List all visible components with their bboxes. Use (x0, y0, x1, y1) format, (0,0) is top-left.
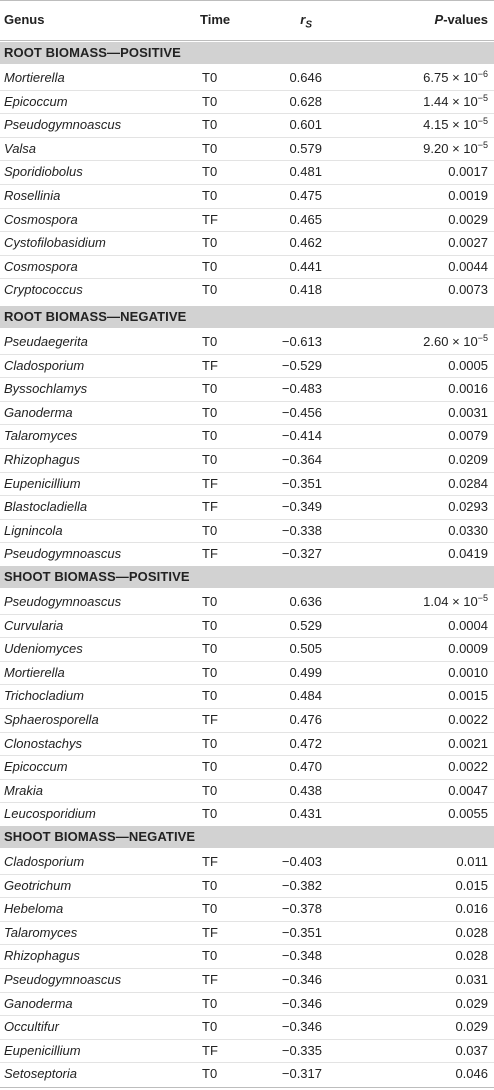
table-row (0, 732, 494, 755)
header-time: Time (200, 12, 231, 27)
cell-p-value (455, 897, 488, 920)
cell-p-value (448, 519, 488, 542)
p-value-exponent: −5 (477, 116, 488, 127)
cell-genus: Eupenicillium (4, 1042, 81, 1058)
table-row (0, 708, 494, 731)
cell-rs: −0.327 (281, 546, 322, 562)
p-value-mantissa: 0.0293 (448, 499, 488, 515)
cell-p-value (448, 401, 488, 424)
table-row (0, 113, 494, 136)
cell-rs: 0.601 (289, 117, 322, 133)
cell-rs: −0.349 (281, 499, 322, 515)
cell-time: T0 (202, 93, 218, 109)
table-row (0, 330, 494, 353)
p-value-mantissa: 0.037 (455, 1042, 488, 1058)
table-row (0, 921, 494, 944)
cell-p-value (455, 921, 488, 944)
table-row (0, 90, 494, 113)
cell-rs: 0.465 (289, 211, 322, 227)
p-value-mantissa: 0.0047 (448, 782, 488, 798)
p-value-exponent: −5 (477, 333, 488, 343)
cell-rs: 0.472 (289, 735, 322, 751)
cell-genus: Rhizophagus (4, 948, 80, 964)
table-row (0, 401, 494, 424)
table-row (0, 472, 494, 495)
p-value-exponent: −5 (477, 92, 488, 103)
table-row (0, 519, 494, 542)
table-row (0, 160, 494, 183)
p-value-exponent: −6 (477, 69, 488, 79)
cell-rs: −0.351 (281, 924, 322, 940)
cell-rs: −0.456 (281, 404, 322, 420)
cell-p-value (448, 208, 488, 231)
p-value-mantissa: 0.0419 (448, 546, 488, 562)
cell-time: TF (202, 475, 218, 491)
cell-time: T0 (202, 1066, 218, 1082)
table-row (0, 1039, 494, 1062)
cell-p-value (448, 708, 488, 731)
cell-genus: Valsa (4, 140, 37, 156)
cell-p-value (448, 802, 488, 825)
cell-genus: Cladosporium (4, 854, 85, 869)
cell-genus: Cystofilobasidium (4, 235, 106, 251)
cell-time: T0 (202, 617, 218, 633)
cell-genus: Geotrichum (4, 877, 72, 893)
p-value-mantissa: 0.0073 (448, 282, 488, 298)
p-value-mantissa: 0.0005 (448, 357, 488, 373)
header-rs-sub: S (305, 19, 312, 31)
cell-genus: Clonostachys (4, 735, 83, 751)
cell-p-value (455, 944, 488, 967)
p-value-mantissa: 0.016 (455, 901, 488, 917)
table-row (0, 448, 494, 471)
cell-p-value (455, 1039, 488, 1062)
table-row (0, 278, 494, 301)
p-value-mantissa: 0.0017 (448, 164, 488, 180)
table-row (0, 802, 494, 825)
table-row (0, 637, 494, 660)
cell-rs: 0.475 (289, 188, 322, 203)
cell-genus: Cosmospora (4, 258, 78, 274)
table-row (0, 874, 494, 897)
table-row (0, 1062, 494, 1085)
p-value-mantissa: 0.0010 (448, 664, 488, 680)
cell-p-value (455, 992, 488, 1015)
cell-time: T0 (202, 404, 218, 420)
cell-p-value (448, 184, 488, 207)
p-value-mantissa: 1.04 × 10 (423, 594, 478, 609)
p-value-mantissa: 0.0022 (448, 759, 488, 775)
header-genus: Genus (4, 12, 45, 27)
cell-time: T0 (202, 782, 218, 798)
cell-rs: 0.418 (289, 282, 322, 298)
cell-time: T0 (202, 759, 218, 775)
p-value-mantissa: 0.011 (456, 854, 488, 869)
cell-rs: 0.441 (289, 258, 322, 274)
table-row (0, 184, 494, 207)
cell-genus: Talaromyces (4, 924, 78, 940)
table-row (0, 968, 494, 991)
cell-rs: −0.346 (281, 995, 322, 1011)
cell-genus: Rosellinia (4, 188, 61, 203)
cell-time: TF (202, 357, 218, 373)
cell-genus: Eupenicillium (4, 475, 81, 491)
p-value-mantissa: 6.75 × 10 (423, 70, 478, 85)
cell-time: T0 (202, 1019, 218, 1035)
cell-rs: −0.317 (281, 1066, 322, 1082)
cell-rs: 0.462 (289, 235, 322, 251)
table-header-row (0, 0, 494, 40)
cell-time: T0 (202, 806, 218, 822)
header-p-italic: P (434, 12, 444, 27)
cell-rs: −0.414 (281, 428, 322, 444)
cell-p-value (448, 542, 488, 565)
cell-genus: Ganoderma (4, 404, 73, 420)
cell-time: T0 (202, 140, 218, 156)
cell-genus: Lignincola (4, 522, 63, 538)
cell-p-value (448, 160, 488, 183)
cell-p-value (455, 968, 488, 991)
table-row (0, 354, 494, 377)
cell-time: TF (202, 499, 218, 515)
section-header: ROOT BIOMASS—POSITIVE (0, 42, 494, 64)
table-row (0, 255, 494, 278)
cell-genus: Occultifur (4, 1019, 59, 1035)
cell-p-value (423, 113, 488, 136)
section-header: SHOOT BIOMASS—POSITIVE (0, 566, 494, 588)
table-row (0, 850, 494, 873)
cell-time: TF (202, 546, 218, 562)
cell-p-value (423, 66, 488, 89)
table-row (0, 755, 494, 778)
cell-time: T0 (202, 948, 218, 964)
cell-time: TF (202, 854, 218, 869)
cell-time: T0 (202, 877, 218, 893)
p-value-mantissa: 0.046 (455, 1066, 488, 1082)
cell-genus: Blastocladiella (4, 499, 88, 515)
cell-rs: 0.636 (289, 594, 322, 609)
cell-p-value (448, 755, 488, 778)
p-value-mantissa: 0.0055 (448, 806, 488, 822)
cell-rs: −0.529 (281, 357, 322, 373)
table-row (0, 779, 494, 802)
cell-genus: Pseudogymnoascus (4, 117, 122, 133)
p-value-mantissa: 0.028 (455, 924, 488, 940)
cell-genus: Leucosporidium (4, 806, 96, 822)
cell-p-value (448, 377, 488, 400)
cell-p-value (448, 495, 488, 518)
cell-rs: −0.351 (281, 475, 322, 491)
cell-time: TF (202, 1042, 218, 1058)
p-value-mantissa: 0.0015 (448, 688, 488, 704)
cell-genus: Sphaerosporella (4, 712, 99, 727)
table-row (0, 944, 494, 967)
cell-genus: Epicoccum (4, 759, 68, 775)
cell-rs: 0.481 (289, 164, 322, 180)
cell-rs: −0.403 (281, 854, 322, 869)
cell-rs: 0.484 (289, 688, 322, 704)
table-row (0, 590, 494, 613)
cell-time: TF (202, 712, 218, 727)
cell-p-value (448, 472, 488, 495)
p-value-mantissa: 0.015 (455, 877, 488, 893)
table-row (0, 661, 494, 684)
cell-rs: 0.431 (289, 806, 322, 822)
cell-p-value (423, 330, 488, 353)
header-p-values (435, 0, 488, 40)
table-row (0, 897, 494, 920)
cell-genus: Ganoderma (4, 995, 73, 1011)
cell-p-value (448, 614, 488, 637)
p-value-mantissa: 0.029 (455, 995, 488, 1011)
p-value-mantissa: 0.0019 (448, 188, 488, 203)
cell-rs: −0.382 (281, 877, 322, 893)
section-header: SHOOT BIOMASS—NEGATIVE (0, 826, 494, 848)
cell-time: T0 (202, 164, 218, 180)
cell-time: T0 (202, 995, 218, 1011)
cell-time: T0 (202, 258, 218, 274)
cell-p-value (448, 278, 488, 301)
cell-p-value (448, 231, 488, 254)
cell-time: TF (202, 972, 218, 987)
cell-time: T0 (202, 381, 218, 397)
cell-p-value (448, 424, 488, 447)
cell-time: T0 (202, 188, 218, 203)
p-value-mantissa: 0.0022 (448, 712, 488, 727)
section-header: ROOT BIOMASS—NEGATIVE (0, 306, 494, 328)
cell-time: TF (202, 924, 218, 940)
cell-time: T0 (202, 522, 218, 538)
cell-genus: Curvularia (4, 617, 64, 633)
cell-rs: 0.529 (289, 617, 322, 633)
header-rs (300, 0, 312, 46)
p-value-exponent: −5 (477, 593, 488, 603)
p-value-mantissa: 0.0021 (448, 735, 488, 751)
p-value-mantissa: 0.0209 (448, 452, 488, 467)
cell-p-value (423, 90, 488, 113)
cell-rs: −0.346 (281, 972, 322, 987)
cell-genus: Epicoccum (4, 93, 68, 109)
p-value-mantissa: 0.0330 (448, 522, 488, 538)
table-row (0, 542, 494, 565)
p-value-mantissa: 0.029 (455, 1019, 488, 1035)
cell-genus: Setoseptoria (4, 1066, 77, 1082)
cell-time: T0 (202, 901, 218, 917)
cell-genus: Byssochlamys (4, 381, 88, 397)
cell-p-value (455, 1062, 488, 1085)
cell-genus: Pseudaegerita (4, 334, 88, 349)
cell-rs: −0.338 (281, 522, 322, 538)
cell-genus: Talaromyces (4, 428, 78, 444)
cell-rs: 0.646 (289, 70, 322, 85)
p-value-mantissa: 1.44 × 10 (423, 93, 478, 109)
cell-time: T0 (202, 334, 218, 349)
table-row (0, 377, 494, 400)
cell-genus: Cosmospora (4, 211, 78, 227)
cell-rs: 0.505 (289, 641, 322, 657)
cell-genus: Mortierella (4, 664, 65, 680)
cell-genus: Rhizophagus (4, 452, 80, 467)
cell-rs: −0.364 (281, 452, 322, 467)
p-value-mantissa: 0.0016 (448, 381, 488, 397)
cell-time: T0 (202, 235, 218, 251)
table-row (0, 137, 494, 160)
cell-time: T0 (202, 452, 218, 467)
table-row (0, 495, 494, 518)
cell-rs: −0.348 (281, 948, 322, 964)
cell-genus: Trichocladium (4, 688, 84, 704)
p-value-exponent: −5 (477, 139, 488, 150)
table-row (0, 614, 494, 637)
cell-p-value (456, 850, 488, 873)
table-bottom-rule (0, 1087, 494, 1088)
p-value-mantissa: 0.0004 (448, 617, 488, 633)
cell-p-value (448, 779, 488, 802)
header-rs-main: r (300, 12, 306, 27)
cell-rs: 0.628 (289, 93, 322, 109)
cell-genus: Mrakia (4, 782, 44, 798)
cell-time: T0 (202, 641, 218, 657)
cell-time: T0 (202, 282, 218, 298)
cell-genus: Pseudogymnoascus (4, 594, 122, 609)
cell-rs: −0.346 (281, 1019, 322, 1035)
cell-genus: Cryptococcus (4, 282, 83, 298)
cell-p-value (455, 874, 488, 897)
cell-time: T0 (202, 70, 218, 85)
p-value-mantissa: 0.0031 (448, 404, 488, 420)
cell-p-value (455, 1015, 488, 1038)
p-value-mantissa: 0.0284 (448, 475, 488, 491)
cell-rs: 0.470 (289, 759, 322, 775)
header-rule (0, 40, 494, 41)
p-value-mantissa: 0.0044 (448, 258, 488, 274)
p-value-mantissa: 0.0027 (448, 235, 488, 251)
table-row (0, 231, 494, 254)
cell-time: T0 (202, 664, 218, 680)
cell-rs: 0.499 (289, 664, 322, 680)
table-row (0, 992, 494, 1015)
cell-genus: Pseudogymnoascus (4, 972, 122, 987)
cell-rs: −0.335 (281, 1042, 322, 1058)
p-value-mantissa: 4.15 × 10 (423, 117, 478, 133)
cell-genus: Mortierella (4, 70, 65, 85)
p-value-mantissa: 0.031 (455, 972, 488, 987)
cell-time: TF (202, 211, 218, 227)
table-row (0, 208, 494, 231)
cell-p-value (448, 255, 488, 278)
cell-genus: Pseudogymnoascus (4, 546, 122, 562)
cell-p-value (448, 732, 488, 755)
cell-rs: 0.579 (289, 140, 322, 156)
cell-time: T0 (202, 688, 218, 704)
cell-p-value (423, 590, 488, 613)
header-p-rest: -values (443, 12, 488, 27)
cell-genus: Udeniomyces (4, 641, 83, 657)
p-value-mantissa: 9.20 × 10 (423, 140, 478, 156)
table-row (0, 66, 494, 89)
cell-time: T0 (202, 428, 218, 444)
table-row (0, 684, 494, 707)
table-row (0, 1015, 494, 1038)
cell-genus: Sporidiobolus (4, 164, 83, 180)
cell-time: T0 (202, 117, 218, 133)
p-value-mantissa: 0.0009 (448, 641, 488, 657)
cell-time: T0 (202, 735, 218, 751)
cell-rs: 0.476 (289, 712, 322, 727)
cell-rs: −0.613 (281, 334, 322, 349)
cell-rs: 0.438 (289, 782, 322, 798)
cell-time: T0 (202, 594, 218, 609)
cell-p-value (448, 661, 488, 684)
cell-genus: Hebeloma (4, 901, 64, 917)
cell-p-value (448, 448, 488, 471)
cell-p-value (448, 637, 488, 660)
p-value-mantissa: 0.0079 (448, 428, 488, 444)
p-value-mantissa: 2.60 × 10 (423, 334, 478, 349)
table-row (0, 424, 494, 447)
cell-genus: Cladosporium (4, 357, 85, 373)
p-value-mantissa: 0.0029 (448, 211, 488, 227)
cell-rs: −0.378 (281, 901, 322, 917)
p-value-mantissa: 0.028 (455, 948, 488, 964)
cell-p-value (448, 354, 488, 377)
cell-rs: −0.483 (281, 381, 322, 397)
cell-p-value (448, 684, 488, 707)
cell-p-value (423, 137, 488, 160)
